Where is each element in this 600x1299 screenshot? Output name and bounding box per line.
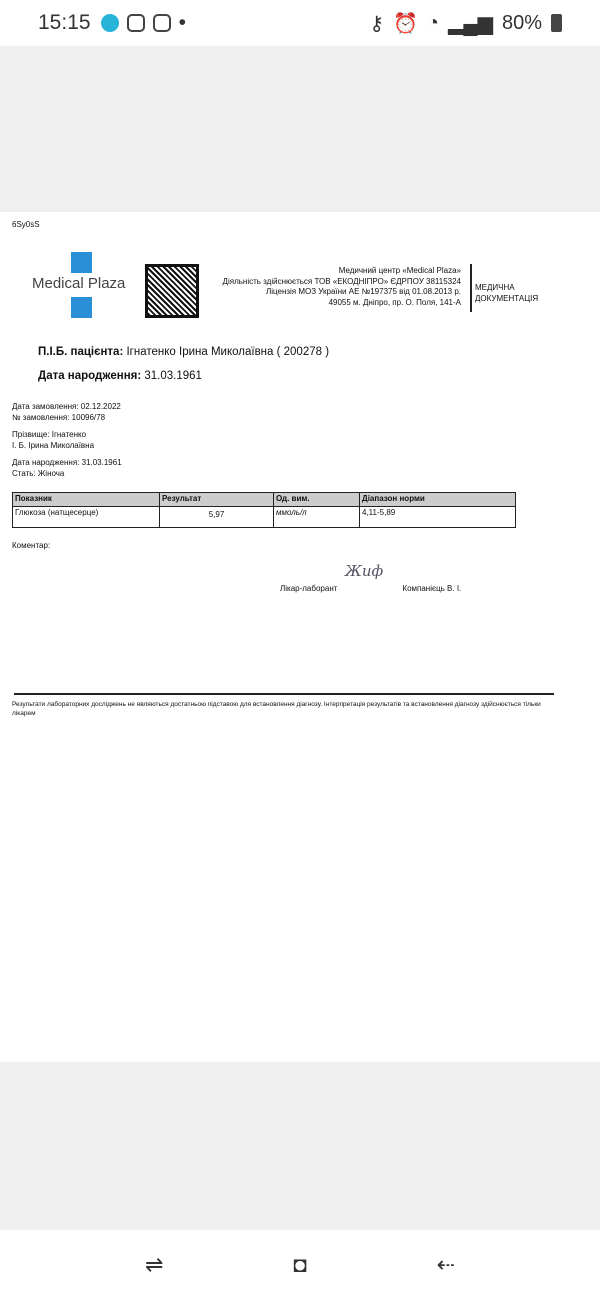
- header-line: Медичний центр «Medical Plaza»: [338, 266, 461, 275]
- doctor-role: Лікар-лаборант: [280, 584, 338, 593]
- results-table: [12, 492, 516, 528]
- document-page: [0, 212, 600, 1062]
- logo: Medical Plaza: [32, 250, 132, 320]
- label: МЕДИЧНА: [475, 283, 515, 292]
- instagram-icon: [153, 14, 171, 32]
- battery-icon: [551, 14, 562, 32]
- vpn-key-icon: [101, 14, 119, 32]
- patient-dob: [38, 370, 202, 382]
- qr-code: [145, 264, 199, 318]
- back-button[interactable]: ⇠: [436, 1251, 456, 1277]
- status-bar: [0, 0, 600, 46]
- header-cell: Од. вим.: [274, 493, 360, 507]
- label: Дата народження:: [38, 370, 142, 382]
- label: ДОКУМЕНТАЦІЯ: [475, 294, 539, 303]
- navigation-bar: [0, 1230, 600, 1299]
- disclaimer: Результати лабораторних досліджень не являються достатньою підставою для встановлення діагнозу. Інтерпретація результатів та встановлення діагнозу здійснюється тільки лікарем: [12, 701, 541, 717]
- sex: Стать: Жіноча: [12, 468, 65, 478]
- order-number: № замовлення: 10096/78: [12, 412, 106, 422]
- wifi-icon: ◔: [426, 11, 440, 34]
- header-line: Діяльність здійснюється ТОВ «ЕКОДНІПРО» ЄДРПОУ 38115324: [222, 276, 461, 286]
- value: 31.03.1961: [144, 370, 202, 382]
- signal-icon: ▂▄▆: [448, 12, 493, 35]
- signature: Жиф: [345, 562, 384, 580]
- initials: І. Б. Ірина Миколаївна: [12, 440, 95, 450]
- doctor-name: Компанієць В. І.: [402, 584, 462, 593]
- battery-percent: 80%: [501, 11, 542, 34]
- header-line: 49055 м. Дніпро, пр. О. Поля, 141-А: [328, 297, 461, 307]
- divider: [14, 693, 554, 695]
- divider: [470, 264, 472, 312]
- comment-label: Коментар:: [12, 541, 51, 550]
- table-header: [13, 493, 516, 507]
- alarm-icon: ⏰: [393, 12, 418, 35]
- label: П.І.Б. пацієнта:: [38, 346, 124, 358]
- clock: 15:15: [38, 11, 91, 34]
- name-info: [12, 430, 94, 451]
- cell: 4,11-5,89: [360, 507, 516, 528]
- surname: Прізвище: Ігнатенко: [12, 430, 87, 439]
- cell: Глюкоза (натщесерце): [13, 507, 160, 528]
- header-line: Ліцензія МОЗ України АЕ №197375 від 01.08.2013 р.: [265, 287, 461, 296]
- header-cell: Результат: [160, 493, 274, 507]
- table-row: [13, 507, 516, 528]
- document-code: 6Sy0sS: [12, 220, 40, 229]
- dot-icon: •: [178, 11, 186, 34]
- cell: 5,97: [160, 507, 274, 528]
- dob-line: Дата народження: 31.03.1961: [12, 458, 122, 467]
- signature-block: [280, 562, 462, 593]
- cell: ммоль/л: [274, 507, 360, 528]
- recent-apps-button[interactable]: ⇌: [144, 1251, 164, 1277]
- header-cell: Діапазон норми: [360, 493, 516, 507]
- value: Ігнатенко Ірина Миколаївна ( 200278 ): [126, 346, 330, 358]
- header-cell: Показник: [13, 493, 160, 507]
- clinic-header: [223, 266, 461, 308]
- patient-name: [38, 346, 329, 358]
- demographics: [12, 458, 122, 479]
- order-info: [12, 402, 121, 423]
- instagram-icon: [127, 14, 145, 32]
- order-date: Дата замовлення: 02.12.2022: [12, 402, 121, 411]
- key-icon: ⚷: [369, 12, 385, 35]
- home-button[interactable]: ◘: [293, 1251, 307, 1277]
- medical-doc-label: [475, 282, 538, 304]
